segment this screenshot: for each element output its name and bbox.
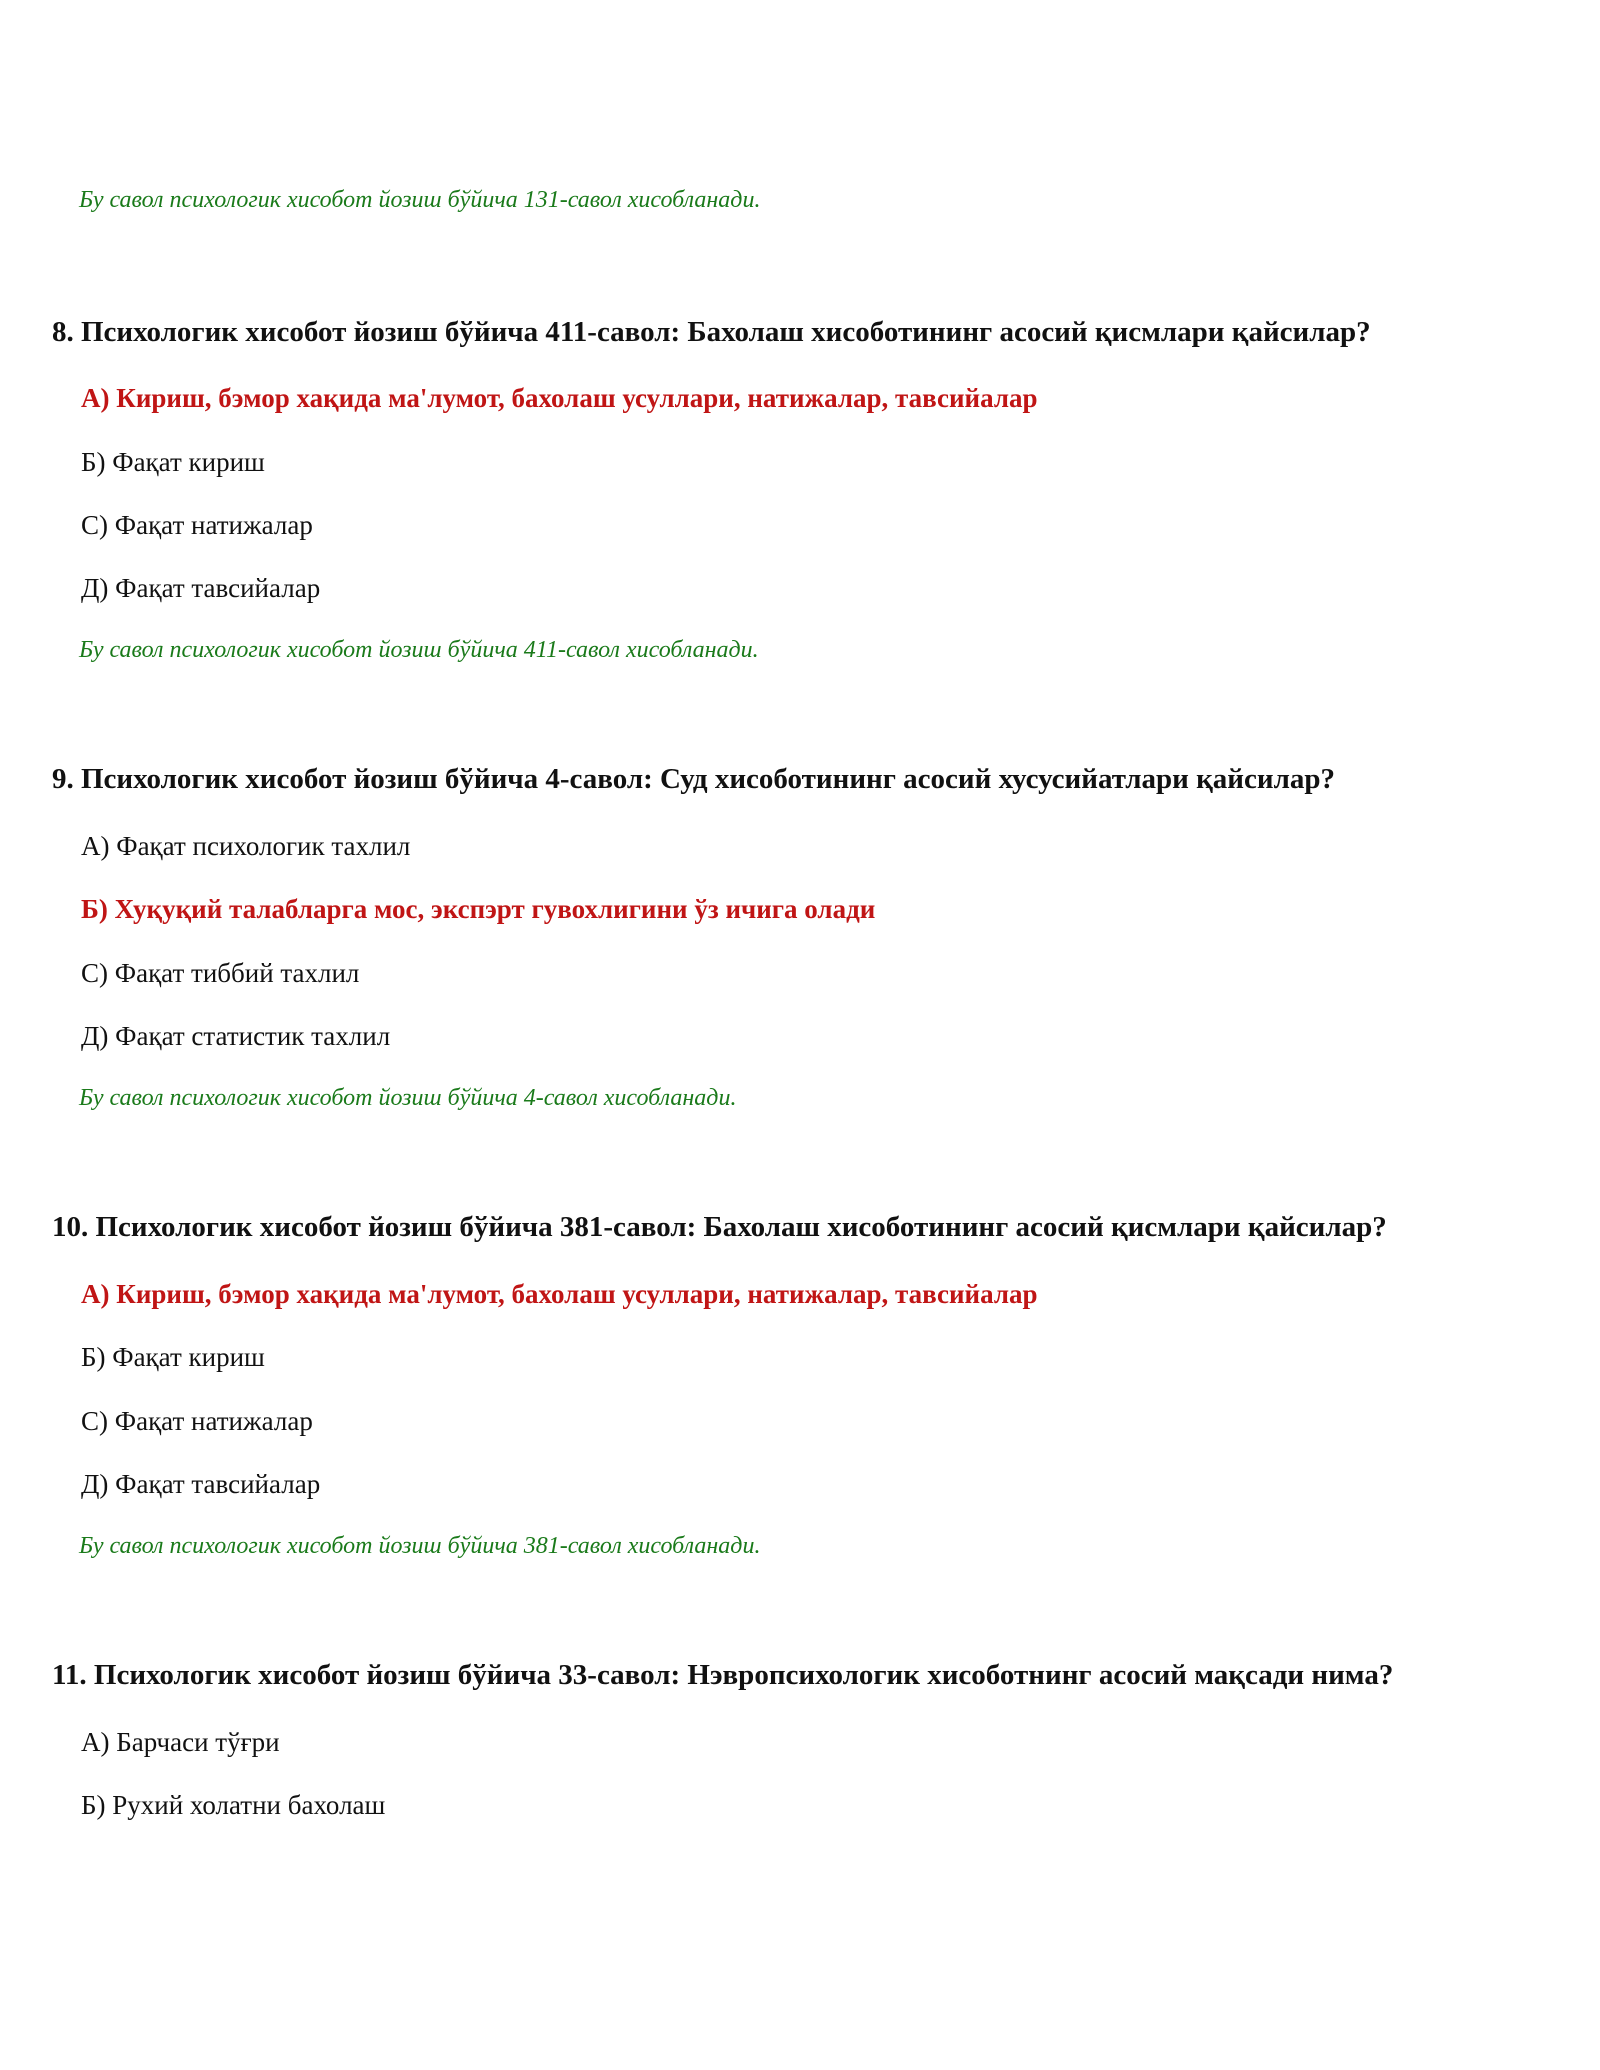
option: C) Фақат натижалар: [81, 510, 313, 540]
option: Д) Фақат тавсийалар: [81, 1469, 321, 1499]
question-title: 9. Психологик хисобот йозиш бўйича 4-савол: Суд хисоботининг асосий хусусийатлари қайсилар?: [52, 763, 1335, 795]
option-correct: Б) Хуқуқий талабларга мос, экспэрт гувохлигини ўз ичига олади: [81, 894, 876, 924]
option-correct: A) Кириш, бэмор хақида ма'лумот, бахолаш усуллари, натижалар, тавсийалар: [81, 1279, 1038, 1309]
option: Д) Фақат статистик тахлил: [81, 1021, 391, 1051]
option: Б) Фақат кириш: [81, 1342, 265, 1372]
question-title: 11. Психологик хисобот йозиш бўйича 33-савол: Нэвропсихологик хисоботнинг асосий мақсади нима?: [52, 1659, 1394, 1691]
question-note: Бу савол психологик хисобот йозиш бўйича 411-савол хисобланади.: [79, 637, 759, 663]
option: A) Фақат психологик тахлил: [81, 831, 411, 861]
question-note: Бу савол психологик хисобот йозиш бўйича 131-савол хисобланади.: [79, 187, 761, 213]
option-correct: A) Кириш, бэмор хақида ма'лумот, бахолаш усуллари, натижалар, тавсийалар: [81, 383, 1038, 413]
option: C) Фақат натижалар: [81, 1406, 313, 1436]
option: Д) Фақат тавсийалар: [81, 573, 321, 603]
question-title: 10. Психологик хисобот йозиш бўйича 381-савол: Бахолаш хисоботининг асосий қисмлари қайсилар?: [52, 1211, 1387, 1243]
option: C) Фақат тиббий тахлил: [81, 958, 360, 988]
option: A) Барчаси тўғри: [81, 1727, 280, 1757]
option: Б) Рухий холатни бахолаш: [81, 1790, 386, 1820]
question-note: Бу савол психологик хисобот йозиш бўйича 381-савол хисобланади.: [79, 1533, 761, 1559]
question-title: 8. Психологик хисобот йозиш бўйича 411-савол: Бахолаш хисоботининг асосий қисмлари қайсилар?: [52, 316, 1371, 348]
option: Б) Фақат кириш: [81, 447, 265, 477]
question-note: Бу савол психологик хисобот йозиш бўйича 4-савол хисобланади.: [79, 1085, 737, 1111]
